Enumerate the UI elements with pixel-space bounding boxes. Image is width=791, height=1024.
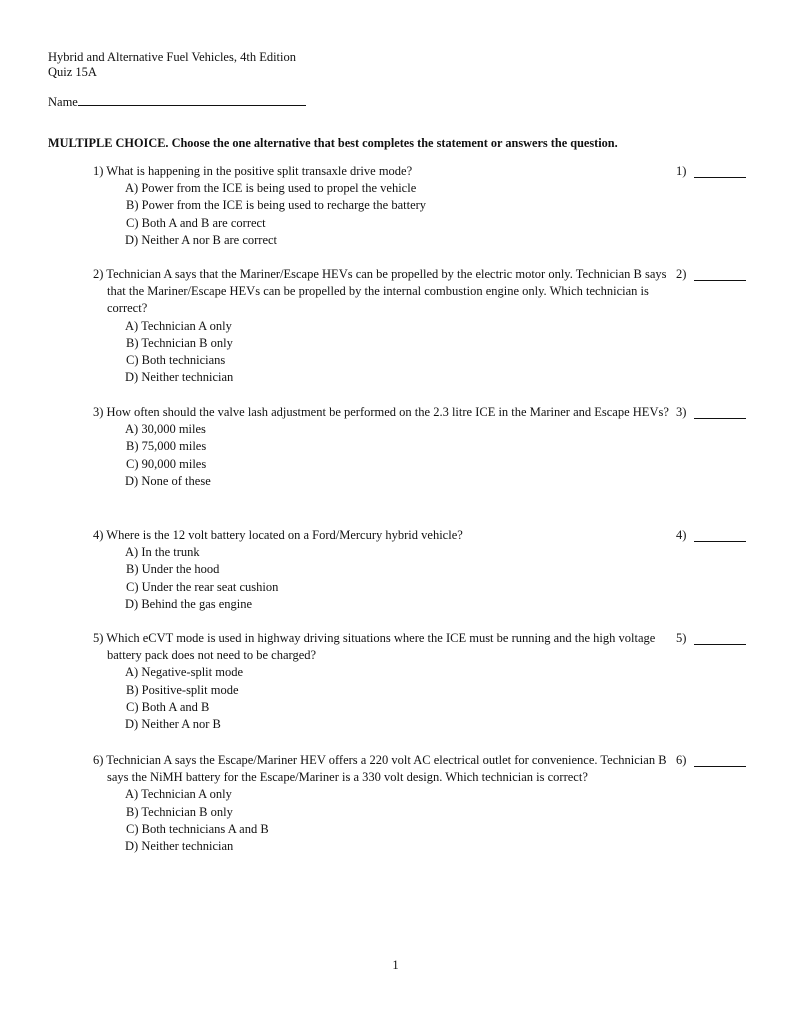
answer-option[interactable]: C) Both technicians A and B	[126, 821, 269, 836]
answer-label: 2)	[676, 267, 687, 281]
answer-option[interactable]: B) Power from the ICE is being used to recharge the battery	[126, 198, 427, 213]
answer-option[interactable]: D) Neither technician	[125, 839, 234, 854]
answer-option[interactable]: B) Technician B only	[126, 804, 233, 819]
answer-option[interactable]: D) Neither technician	[125, 370, 234, 385]
answer-option[interactable]: A) 30,000 miles	[125, 422, 206, 437]
document-title: Hybrid and Alternative Fuel Vehicles, 4th Edition	[48, 50, 296, 64]
question-stem: 5) Which eCVT mode is used in highway driving situations where the ICE must be running and the high voltage battery pack does not need to be charged?	[93, 631, 656, 663]
answer-blank[interactable]	[694, 280, 746, 281]
answer-option[interactable]: C) Both A and B are correct	[126, 215, 266, 230]
page-number: 1	[392, 958, 399, 972]
answer-blank[interactable]	[694, 418, 746, 419]
question-stem: 6) Technician A says the Escape/Mariner HEV offers a 220 volt AC electrical outlet for convenience. Technician B says the NiMH battery for the Escape/Mariner is a 330 volt design. Which technician is correct?	[93, 753, 667, 785]
answer-option[interactable]: A) Technician A only	[125, 787, 232, 802]
answer-option[interactable]: B) Technician B only	[126, 335, 233, 350]
answer-option[interactable]: D) Neither A nor B are correct	[125, 232, 278, 247]
answer-label: 3)	[676, 405, 687, 419]
question-stem: 4) Where is the 12 volt battery located on a Ford/Mercury hybrid vehicle?	[93, 528, 463, 542]
answer-option[interactable]: C) Both A and B	[126, 699, 210, 714]
answer-option[interactable]: A) In the trunk	[125, 545, 200, 560]
answer-option[interactable]: D) Behind the gas engine	[125, 596, 253, 611]
answer-option[interactable]: D) Neither A nor B	[125, 717, 221, 732]
answer-label: 5)	[676, 631, 687, 645]
question-3	[93, 404, 673, 490]
answer-option[interactable]: B) Positive-split mode	[126, 682, 239, 697]
answer-blank[interactable]	[694, 541, 746, 542]
answer-label: 6)	[676, 753, 687, 767]
answer-option[interactable]: A) Negative-split mode	[125, 665, 244, 680]
answer-blank[interactable]	[694, 766, 746, 767]
answer-option[interactable]: D) None of these	[125, 473, 211, 488]
name-blank[interactable]	[78, 93, 306, 106]
question-6	[93, 752, 673, 855]
question-4	[93, 527, 673, 613]
answer-option[interactable]: C) 90,000 miles	[126, 456, 207, 471]
answer-option[interactable]: A) Technician A only	[125, 318, 232, 333]
question-1	[93, 163, 673, 249]
name-field[interactable]	[48, 93, 306, 110]
question-2	[93, 266, 673, 386]
answer-option[interactable]: B) 75,000 miles	[126, 439, 207, 454]
question-stem: 2) Technician A says that the Mariner/Escape HEVs can be propelled by the electric motor only. Technician B says that the Mariner/Escape HEVs can be propelled by the internal combustion engine only. Which technician is correct?	[93, 267, 667, 316]
answer-option[interactable]: C) Under the rear seat cushion	[126, 579, 279, 594]
question-5	[93, 630, 673, 733]
answer-blank[interactable]	[694, 644, 746, 645]
instructions: MULTIPLE CHOICE. Choose the one alternative that best completes the statement or answers the question.	[48, 136, 618, 150]
answer-label: 4)	[676, 528, 687, 542]
answer-option[interactable]: B) Under the hood	[126, 562, 220, 577]
question-stem: 1) What is happening in the positive split transaxle drive mode?	[93, 164, 413, 178]
quiz-id: Quiz 15A	[48, 65, 97, 79]
name-label: Name	[48, 95, 78, 109]
answer-option[interactable]: C) Both technicians	[126, 353, 226, 368]
answer-blank[interactable]	[694, 177, 746, 178]
question-stem: 3) How often should the valve lash adjustment be performed on the 2.3 litre ICE in the Mariner and Escape HEVs?	[93, 405, 669, 419]
answer-label: 1)	[676, 164, 687, 178]
answer-option[interactable]: A) Power from the ICE is being used to propel the vehicle	[125, 181, 417, 196]
